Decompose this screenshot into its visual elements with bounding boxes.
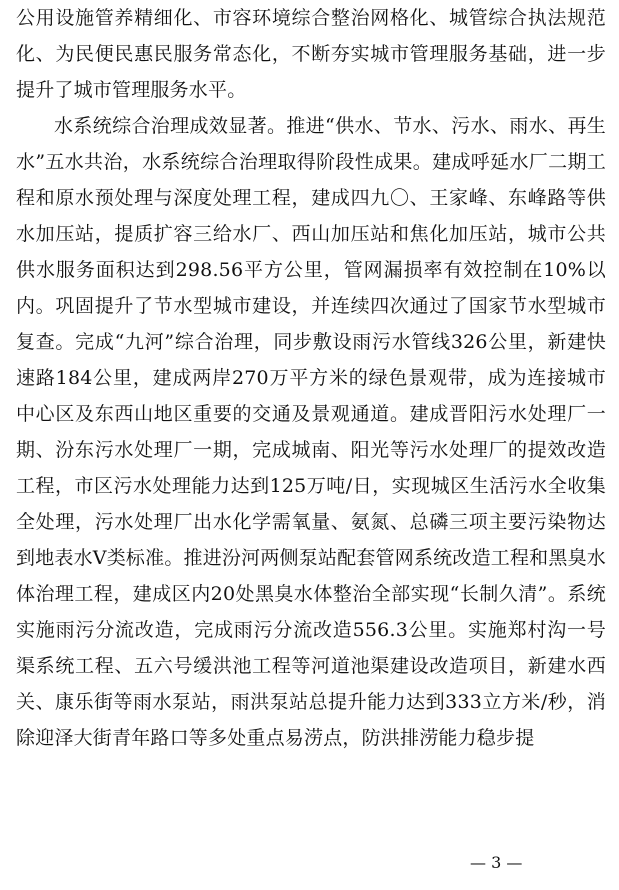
- paragraph-water-system: 水系统综合治理成效显著。推进“供水、节水、污水、雨水、再生水”五水共治，水系统综合治理取得阶段性成果。建成呼延水厂二期工程和原水预处理与深度处理工程，建成四九〇、王家峰、东峰路等供水加压站，提质扩容三给水厂、西山加压站和焦化加压站，城市公共供水服务面积达到298.56平方公里，管网漏损率有效控制在10%以内。巩固提升了节水型城市建设，并连续四次通过了国家节水型城市复查。完成“九河”综合治理，同步敷设雨污水管线326公里，新建快速路184公里，建成两岸270万平方米的绿色景观带，成为连接城市中心区及东西山地区重要的交通及景观通道。建成晋阳污水处理厂一期、汾东污水处理厂一期，完成城南、阳光等污水处理厂的提效改造工程，市区污水处理能力达到125万吨/日，实现城区生活污水全收集全处理，污水处理厂出水化学需氧量、氨氮、总磷三项主要污染物达到地表水Ⅴ类标准。推进汾河两侧泵站配套管网系统改造工程和黑臭水体治理工程，建成区内20处黑臭水体整治全部实现“长制久清”。系统实施雨污分流改造，完成雨污分流改造556.3公里。实施郑村沟一号渠系统工程、五六号缓洪池工程等河道池渠建设改造项目，新建水西关、康乐街等雨水泵站，雨洪泵站总提升能力达到333立方米/秒，消除迎泽大街青年路口等多处重点易涝点，防洪排涝能力稳步提: [16, 115, 606, 749]
- page-number: — 3 —: [470, 853, 523, 872]
- paragraph-continuation: 公用设施管养精细化、市容环境综合整治网格化、城管综合执法规范化、为民便民惠民服务常态化，不断夯实城市管理服务基础，进一步提升了城市管理服务水平。: [16, 7, 606, 101]
